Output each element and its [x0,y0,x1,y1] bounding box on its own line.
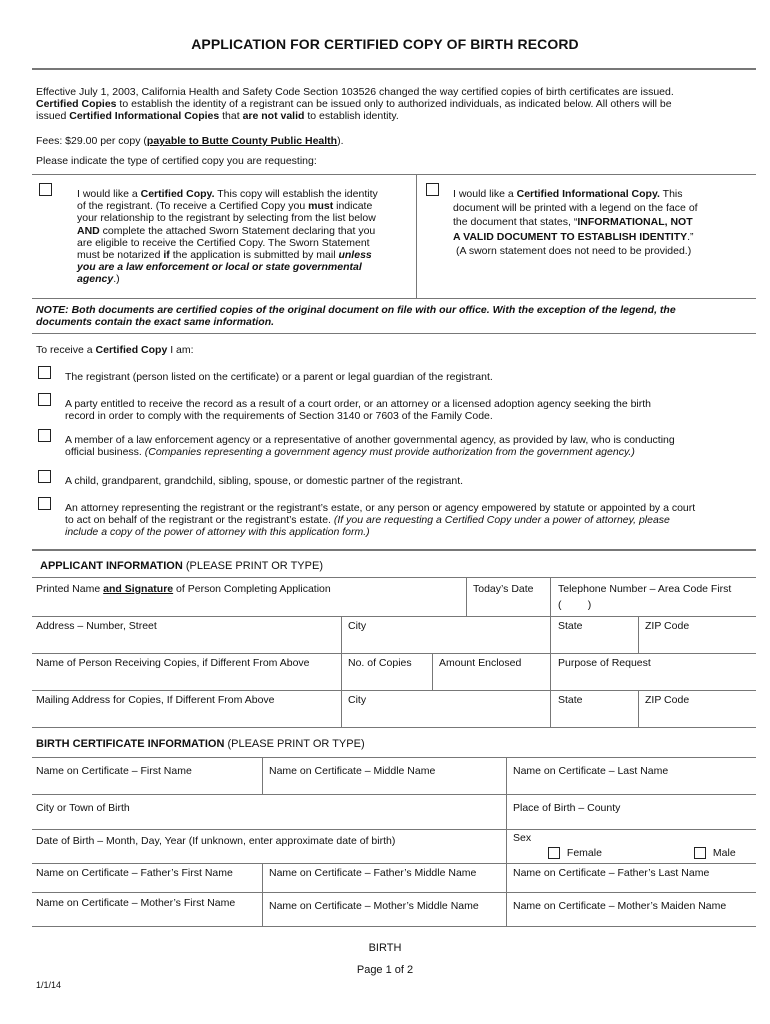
cc-l6-mid: the application is submitted by mail [169,249,339,262]
cc-l3: your relationship to the registrant by selecting from the list below [77,212,376,225]
eligibility-text: An attorney representing the registrant or the registrant’s estate, or any person or agency empowered by statute or appointed by a court [65,502,696,514]
col-divider [638,690,639,727]
options-top-rule [32,174,756,175]
fees-line [36,135,344,147]
col-divider [432,653,433,690]
birth-heading [36,738,365,750]
cc-l8: agency [77,273,114,286]
eligibility-checkbox[interactable] [38,393,51,406]
ic-l1-bold: Certified Informational Copy. [516,188,660,200]
father-last-field[interactable]: Name on Certificate – Father’s Last Name [513,867,710,879]
eligibility-italic-text: (If you are requesting a Certified Copy under a power of attorney, please [333,514,670,527]
intro-informational-copies: Certified Informational Copies [69,110,220,123]
area-code-parens: ( ) [558,599,592,611]
cc-l6-bold: if [163,249,170,262]
father-middle-field[interactable]: Name on Certificate – Father’s Middle Name [269,867,477,879]
cc-l6-unless: unless [338,249,372,262]
footer-page-number: Page 1 of 2 [356,964,414,976]
printed-name-field[interactable] [36,583,331,596]
telephone-field[interactable] [558,583,731,612]
cc-l6-pre: must be notarized [77,249,164,262]
intro-not-valid: are not valid [242,110,305,123]
mother-maiden-field[interactable]: Name on Certificate – Mother’s Maiden Name [513,900,727,912]
sex-label: Sex [513,832,532,844]
ic-l3-bold: INFORMATIONAL, NOT [577,216,693,229]
printed-name-label-post: of Person Completing Application [173,583,331,595]
eligibility-text: official business. [65,446,145,459]
purpose-field[interactable]: Purpose of Request [558,657,651,669]
note-paragraph [36,304,758,328]
city-field[interactable]: City [348,620,367,632]
eligibility-checkbox[interactable] [38,429,51,442]
amount-enclosed-field[interactable]: Amount Enclosed [439,657,522,669]
mother-first-field[interactable]: Name on Certificate – Mother’s First Name [36,897,236,909]
date-of-birth-field[interactable]: Date of Birth – Month, Day, Year (If unknown, enter approximate date of birth) [36,835,396,847]
birth-rule-2 [32,794,756,795]
cc-l1-pre: I would like a [77,188,141,200]
applicant-heading-post: (PLEASE PRINT OR TYPE) [182,560,323,572]
intro-line-1: Effective July 1, 2003, California Health and Safety Code Section 103526 changed the way certified copies of birth certificates are issued. [36,86,674,98]
informational-copy-checkbox[interactable] [426,183,439,196]
father-first-field[interactable]: Name on Certificate – Father’s First Name [36,867,233,879]
col-divider [466,577,467,616]
footer-revision-date: 1/1/14 [36,980,62,990]
intro-line-2: to establish the identity of a registrant can be issued only to authorized individuals, as indicated below. All others will be [116,98,672,111]
mailing-address-field[interactable]: Mailing Address for Copies, If Different From Above [36,694,275,706]
birth-rule-1 [32,757,756,758]
ic-l1-post: This [659,188,683,200]
eligibility-text: A party entitled to receive the record as a result of a court order, or an attorney or a licensed adoption agency seeking the birth [65,398,652,410]
mailing-state-field[interactable]: State [558,694,583,706]
eligibility-checkbox[interactable] [38,497,51,510]
applicant-top-rule [32,549,756,551]
birth-rule-5 [32,892,756,893]
applicant-rule-5 [32,727,756,728]
cc-l7: you are a law enforcement or local or state governmental [77,261,362,274]
cc-l2-bold: must [308,200,334,213]
eligibility-checkbox[interactable] [38,470,51,483]
eligibility-item-relative[interactable] [38,470,756,490]
receive-pre: To receive a [36,344,96,356]
intro-certified-copies: Certified Copies [36,98,117,111]
eligibility-text: The registrant (person listed on the certificate) or a parent or legal guardian of the registrant. [65,371,493,383]
applicant-rule-2 [32,616,756,617]
eligibility-text: to act on behalf of the registrant or the registrant’s estate. [65,514,334,527]
birth-rule-3 [32,829,756,830]
cc-l8-post: .) [113,273,120,286]
female-checkbox[interactable] [548,847,560,859]
applicant-rule-3 [32,653,756,654]
col-divider [341,616,342,727]
note-top-rule [32,298,756,299]
cc-l2-post: indicate [333,200,373,213]
middle-name-field[interactable]: Name on Certificate – Middle Name [269,765,436,777]
indicate-type: Please indicate the type of certified copy you are requesting: [36,155,317,167]
fees-post: ). [337,135,344,147]
city-of-birth-field[interactable]: City or Town of Birth [36,802,130,814]
printed-name-signature: and Signature [103,583,174,595]
intro-line-3-post: to establish identity. [304,110,399,123]
address-field[interactable]: Address – Number, Street [36,620,157,632]
col-divider [506,757,507,926]
intro-line-3-pre: issued [36,110,70,123]
certified-copy-option [77,188,413,286]
zip-field[interactable]: ZIP Code [645,620,690,632]
note-line-1: NOTE: Both documents are certified copies of the original document on file with our office. With the exception of the legend, the [36,304,676,316]
informational-copy-option [453,188,753,257]
printed-name-label: Printed Name [36,583,104,595]
options-divider [416,174,417,298]
col-divider [262,863,263,926]
col-divider [550,616,551,727]
male-option[interactable] [694,847,736,860]
mailing-zip-field[interactable]: ZIP Code [645,694,690,706]
eligibility-item-law-enforcement[interactable] [38,429,756,459]
no-copies-field[interactable]: No. of Copies [348,657,412,669]
female-option[interactable] [548,847,602,860]
cc-l1-post: This copy will establish the identity [214,188,378,200]
ic-l5: (A sworn statement does not need to be provided.) [456,244,692,257]
note-line-2: documents contain the exact same information. [36,316,275,329]
cc-l4-bold: AND [77,224,100,237]
eligibility-text: record in order to comply with the requirements of Section 3140 or 7603 of the Family Code. [65,410,493,423]
eligibility-italic-text: (Companies representing a government agency must provide authorization from the government agency.) [144,446,635,459]
eligibility-item-court-order[interactable] [38,393,756,423]
ic-l1-pre: I would like a [453,188,517,200]
ic-l4-bold: A VALID DOCUMENT TO ESTABLISH IDENTITY [453,230,688,243]
male-checkbox[interactable] [694,847,706,859]
col-divider [638,616,639,653]
state-field[interactable]: State [558,620,583,632]
eligibility-item-attorney[interactable] [38,497,756,541]
applicant-rule-4 [32,690,756,691]
intro-line-3-mid: that [219,110,243,123]
last-name-field[interactable]: Name on Certificate – Last Name [513,765,669,777]
form-title: APPLICATION FOR CERTIFIED COPY OF BIRTH RECORD [191,36,579,52]
title-divider [32,68,756,70]
fees-payable-to: payable to Butte County Public Health [146,135,338,147]
col-divider [550,577,551,616]
todays-date-field[interactable]: Today’s Date [473,583,534,595]
telephone-label: Telephone Number – Area Code First [558,583,732,595]
applicant-rule-1 [32,577,756,578]
applicant-heading [40,560,323,572]
ic-l3-pre: the document that states, “ [453,216,578,229]
footer-form-name: BIRTH [368,942,402,954]
male-label: Male [712,847,736,859]
cc-l1-bold: Certified Copy. [140,188,215,200]
birth-rule-6 [32,926,756,927]
cc-l2-pre: of the registrant. (To receive a Certified Copy you [77,200,309,213]
birth-rule-4 [32,863,756,864]
ic-l2: document will be printed with a legend on the face of [453,202,698,215]
cc-l5: are eligible to receive the Certified Copy. The Sworn Statement [77,236,370,249]
ic-l4-post: .” [687,230,694,243]
county-of-birth-field[interactable]: Place of Birth – County [513,802,621,814]
first-name-field[interactable]: Name on Certificate – First Name [36,765,192,777]
cc-l4-post: complete the attached Sworn Statement declaring that you [99,224,376,237]
birth-heading-post: (PLEASE PRINT OR TYPE) [224,738,365,750]
eligibility-italic-text: include a copy of the power of attorney with this application form.) [65,526,370,539]
mailing-city-field[interactable]: City [348,694,367,706]
name-receiving-field[interactable]: Name of Person Receiving Copies, if Different From Above [36,657,310,669]
mother-middle-field[interactable]: Name on Certificate – Mother’s Middle Name [269,900,479,912]
receive-post: I am: [167,344,194,356]
eligibility-text: A child, grandparent, grandchild, sibling, spouse, or domestic partner of the registrant. [65,475,464,487]
col-divider [262,757,263,794]
note-bottom-rule [32,333,756,334]
applicant-heading-bold: APPLICANT INFORMATION [40,560,183,572]
intro-paragraph [36,86,758,123]
birth-heading-bold: BIRTH CERTIFICATE INFORMATION [36,738,225,750]
receive-heading [36,344,194,356]
receive-bold: Certified Copy [95,344,168,356]
certified-copy-checkbox[interactable] [39,183,52,196]
fees-label: Fees: $29.00 per copy ( [36,135,147,147]
female-label: Female [566,847,602,859]
eligibility-checkbox[interactable] [38,366,51,379]
eligibility-item-registrant[interactable] [38,366,756,386]
eligibility-text: A member of a law enforcement agency or a representative of another governmental agency, as provided by law, who is conducting [65,434,675,446]
